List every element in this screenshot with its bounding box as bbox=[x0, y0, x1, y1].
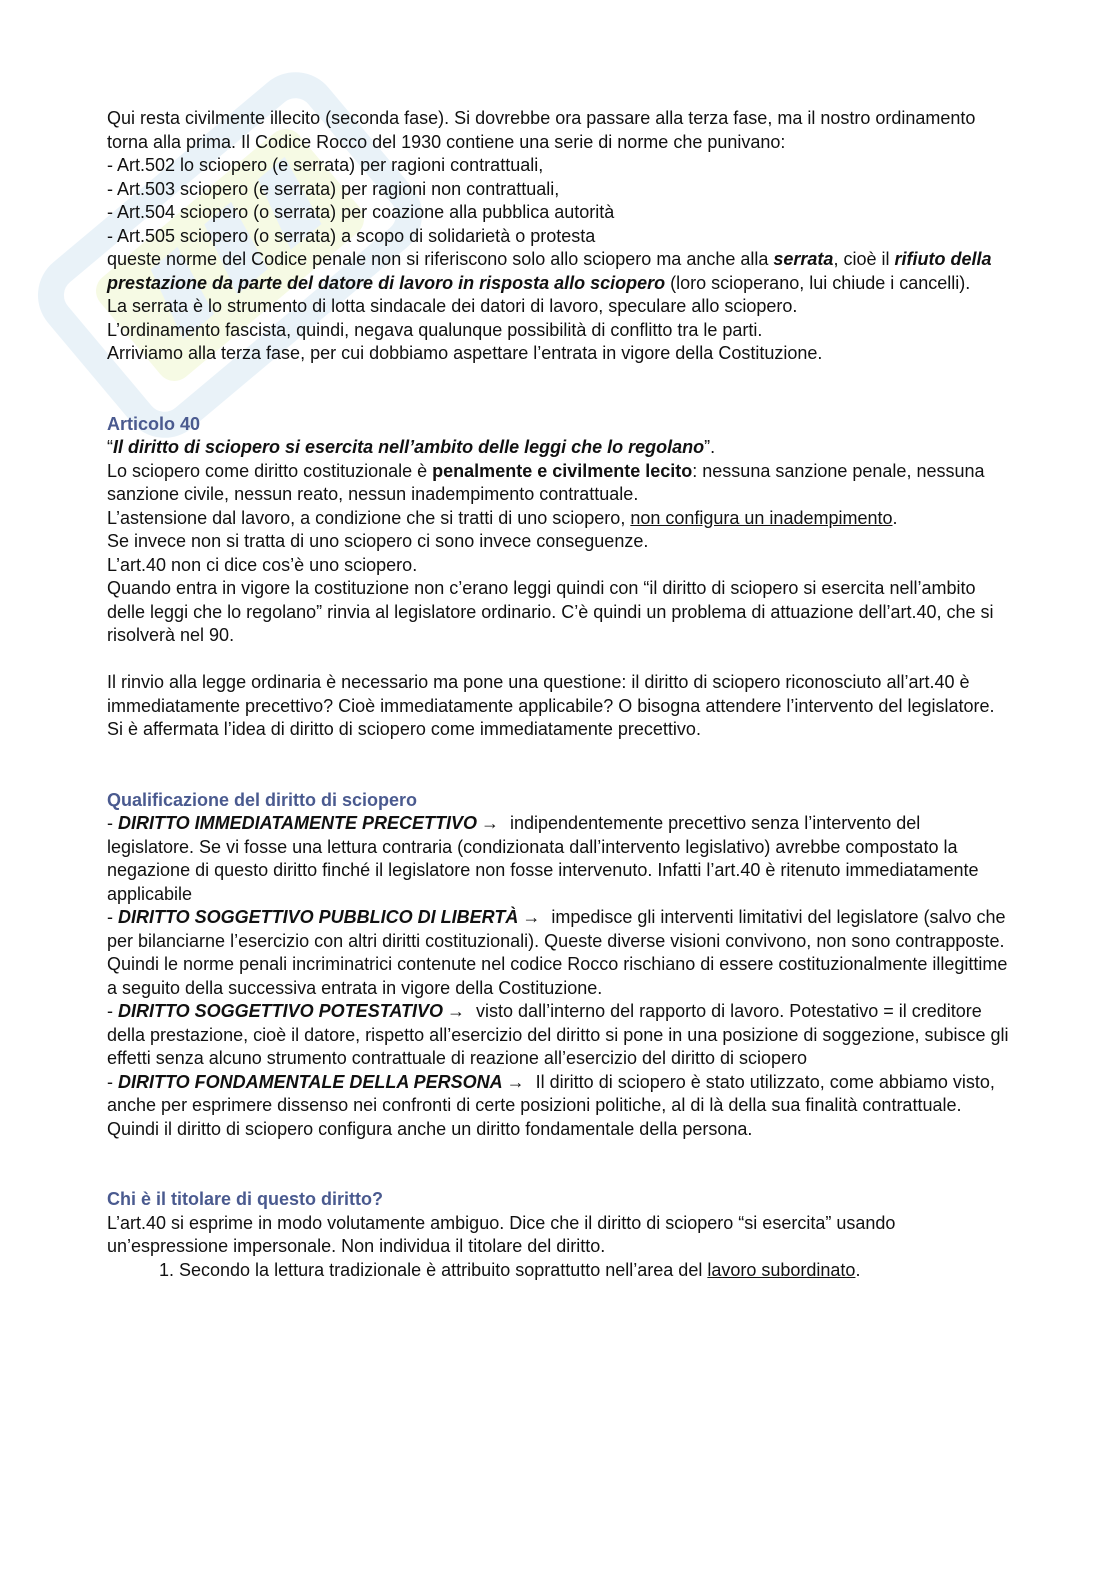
list-item: 1. Secondo la lettura tradizionale è attribuito soprattutto nell’area del lavoro subordinato. bbox=[179, 1259, 1012, 1283]
qualificazione-item: - DIRITTO SOGGETTIVO POTESTATIVO → visto dall’interno del rapporto di lavoro. Potestativo = il creditore della prestazione, cioè il datore, rispetto all’esercizio del diritto si pone in una posizione di soggezione, subisce gli effetti senza alcuno strumento contrattuale di reazione all’esercizio del diritto di sciopero bbox=[107, 1001, 1009, 1068]
document-page bbox=[107, 107, 1012, 1282]
costituzione-paragraph: Quando entra in vigore la costituzione non c’erano leggi quindi con “il diritto di sciopero si esercita nell’ambito delle leggi che lo regolano” rinvia al legislatore ordinario. C’è quindi un problema di attuazione dell’art.40, che si risolverà nel 90. bbox=[107, 578, 994, 645]
titolare-paragraph: L’art.40 si esprime in modo volutamente ambiguo. Dice che il diritto di sciopero “si esercita” usando un’espressione impersonale. Non individua il titolare del diritto. bbox=[107, 1212, 896, 1256]
list-item-art502: - Art.502 lo sciopero (e serrata) per ragioni contrattuali, bbox=[107, 155, 544, 175]
norme-paragraph: queste norme del Codice penale non si riferiscono solo allo sciopero ma anche alla serrata, cioè il rifiuto della prestazione da parte del datore di lavoro in risposta allo sciopero (loro scioperano, lui chiude i cancelli). bbox=[107, 249, 992, 293]
lecito-paragraph: Lo sciopero come diritto costituzionale è penalmente e civilmente lecito: nessuna sanzione penale, nessuna sanzione civile, nessun reato, nessun inadempimento contrattuale. bbox=[107, 460, 985, 504]
serrata-paragraph: La serrata è lo strumento di lotta sindacale dei datori di lavoro, speculare allo sciopero. bbox=[107, 296, 798, 316]
heading-articolo-40: Articolo 40 bbox=[107, 413, 201, 434]
qualificazione-item: - DIRITTO IMMEDIATAMENTE PRECETTIVO → indipendentemente precettivo senza l’intervento del legislatore. Se vi fosse una lettura contraria (condizionata dall’intervento legislativo) avrebbe compostato la negazione di questo diritto finché il legislatore non fosse intervenuto. Infatti l’art.40 è ritenuto immediatamente applicabile bbox=[107, 813, 979, 904]
definizione-paragraph: L’art.40 non ci dice cos’è uno sciopero. bbox=[107, 554, 418, 575]
list-item-art505: - Art.505 sciopero (o serrata) a scopo di solidarietà o protesta bbox=[107, 225, 596, 246]
heading-qualificazione: Qualificazione del diritto di sciopero bbox=[107, 789, 418, 810]
list-item-art504: - Art.504 sciopero (o serrata) per coazione alla pubblica autorità bbox=[107, 202, 615, 222]
numbered-list bbox=[107, 1259, 1012, 1283]
serrata-term: serrata bbox=[773, 249, 834, 269]
serrata-definition: rifiuto della prestazione da parte del datore di lavoro in risposta allo sciopero bbox=[107, 249, 992, 293]
arrow-right-icon: → bbox=[447, 1001, 466, 1021]
intro-paragraph: Qui resta civilmente illecito (seconda fase). Si dovrebbe ora passare alla terza fase, ma il nostro ordinamento torna alla prima. Il Codice Rocco del 1930 contiene una serie di norme che punivano: bbox=[107, 108, 976, 152]
qualificazione-item: - DIRITTO FONDAMENTALE DELLA PERSONA → Il diritto di sciopero è stato utilizzato, come abbiamo visto, anche per esprimere dissenso nei confronti di certe posizioni politiche, al di là della sua finalità contrattuale. Quindi il diritto di sciopero configura anche un diritto fondamentale della persona. bbox=[107, 1071, 995, 1139]
qualificazione-item: - DIRITTO SOGGETTIVO PUBBLICO DI LIBERTÀ → impedisce gli interventi limitativi del legislatore (salvo che per bilanciarne l’esercizio con altri diritti costituzionali). Queste diverse visioni convivono, non sono contrapposte. Quindi le norme penali incriminatrici contenute nel codice Rocco rischiano di essere costituzionalmente illegittime a seguito della successiva entrata in vigore della Costituzione. bbox=[107, 907, 1008, 998]
arrow-right-icon: → bbox=[506, 1071, 525, 1092]
heading-titolare: Chi è il titolare di questo diritto? bbox=[107, 1189, 384, 1209]
rinvio-paragraph: Il rinvio alla legge ordinaria è necessario ma pone una questione: il diritto di sciopero riconosciuto all’art.40 è immediatamente precettivo? Cioè immediatamente applicabile? O bisogna attendere l’intervento del legislatore. Si è affermata l’idea di diritto di sciopero come immediatamente precettivo. bbox=[107, 672, 995, 739]
conseguenze-paragraph: Se invece non si tratta di uno sciopero ci sono invece conseguenze. bbox=[107, 531, 649, 551]
arrow-right-icon: → bbox=[522, 907, 541, 927]
astensione-paragraph: L’astensione dal lavoro, a condizione che si tratti di uno sciopero, non configura un inadempimento. bbox=[107, 507, 898, 528]
arrow-right-icon: → bbox=[481, 813, 499, 833]
fascista-paragraph: L’ordinamento fascista, quindi, negava qualunque possibilità di conflitto tra le parti. bbox=[107, 319, 763, 340]
terza-fase-paragraph: Arriviamo alla terza fase, per cui dobbiamo aspettare l’entrata in vigore della Costituzione. bbox=[107, 343, 823, 363]
article-quote: “Il diritto di sciopero si esercita nell’ambito delle leggi che lo regolano”. bbox=[107, 437, 716, 457]
list-item-art503: - Art.503 sciopero (e serrata) per ragioni non contrattuali, bbox=[107, 178, 560, 199]
